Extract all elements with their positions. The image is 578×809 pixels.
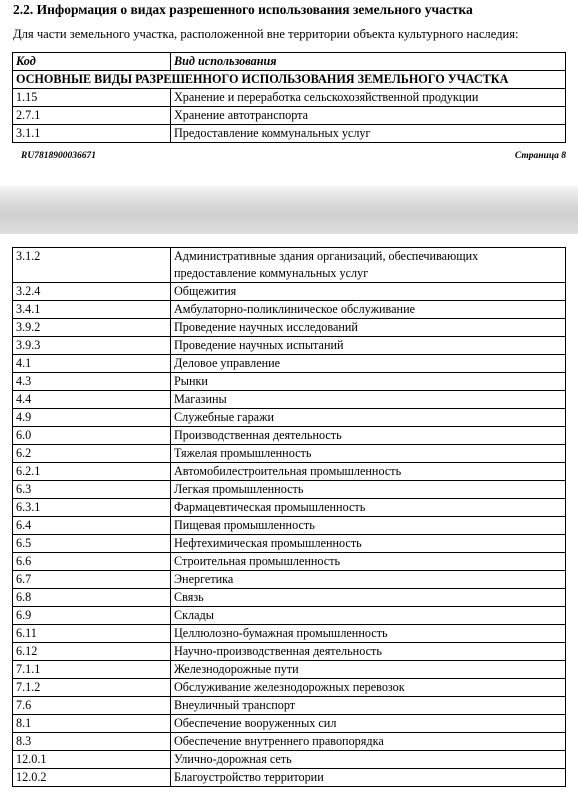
table-row [13, 733, 566, 751]
row-code: 4.1 [13, 355, 171, 373]
row-code: 4.9 [13, 409, 171, 427]
row-use: Улично-дорожная сеть [171, 751, 566, 769]
page-separator [0, 186, 578, 234]
row-code: 3.9.2 [13, 319, 171, 337]
row-code: 6.4 [13, 517, 171, 535]
table-row [13, 445, 566, 463]
row-code: 6.0 [13, 427, 171, 445]
table-row [13, 769, 566, 787]
row-code: 3.2.4 [13, 283, 171, 301]
row-code: 6.9 [13, 607, 171, 625]
row-code: 6.11 [13, 625, 171, 643]
row-use: Хранение и переработка сельскохозяйственной продукции [171, 89, 566, 107]
row-code: 6.8 [13, 589, 171, 607]
row-use: Амбулаторно-поликлиническое обслуживание [171, 301, 566, 319]
row-use: Магазины [171, 391, 566, 409]
table-row [13, 409, 566, 427]
row-code: 12.0.1 [13, 751, 171, 769]
row-use: Автомобилестроительная промышленность [171, 463, 566, 481]
table-row [13, 301, 566, 319]
table-row [13, 607, 566, 625]
group-title: ОСНОВНЫЕ ВИДЫ РАЗРЕШЕННОГО ИСПОЛЬЗОВАНИЯ ЗЕМЕЛЬНОГО УЧАСТКА [13, 71, 566, 89]
row-code: 4.3 [13, 373, 171, 391]
table-row [13, 319, 566, 337]
row-use: Внеуличный транспорт [171, 697, 566, 715]
row-code: 6.5 [13, 535, 171, 553]
table-row [13, 751, 566, 769]
table-row [13, 535, 566, 553]
table-row [13, 589, 566, 607]
row-use: Благоустройство территории [171, 769, 566, 787]
row-use: Предоставление коммунальных услуг [171, 125, 566, 143]
page-number: Страница 8 [514, 151, 566, 161]
row-use: Склады [171, 607, 566, 625]
row-use: Строительная промышленность [171, 553, 566, 571]
permitted-use-table-part2 [12, 247, 566, 787]
row-code: 7.1.2 [13, 679, 171, 697]
header-code: Код [13, 53, 171, 71]
row-use: Научно-производственная деятельность [171, 643, 566, 661]
table-row [13, 553, 566, 571]
row-use: Хранение автотранспорта [171, 107, 566, 125]
row-code: 6.2 [13, 445, 171, 463]
row-use: Целлюлозно-бумажная промышленность [171, 625, 566, 643]
table-row [13, 571, 566, 589]
row-use: Легкая промышленность [171, 481, 566, 499]
row-code: 6.7 [13, 571, 171, 589]
row-code: 3.4.1 [13, 301, 171, 319]
table-row [13, 715, 566, 733]
row-code: 4.4 [13, 391, 171, 409]
row-use: Железнодорожные пути [171, 661, 566, 679]
table-row [13, 517, 566, 535]
table-row [13, 661, 566, 679]
table-row [13, 337, 566, 355]
row-use: Рынки [171, 373, 566, 391]
table-row [13, 373, 566, 391]
row-use: Энергетика [171, 571, 566, 589]
row-use: Обслуживание железнодорожных перевозок [171, 679, 566, 697]
table-row [13, 391, 566, 409]
row-use: Нефтехимическая промышленность [171, 535, 566, 553]
row-code: 3.1.1 [13, 125, 171, 143]
row-use: Фармацевтическая промышленность [171, 499, 566, 517]
row-code: 3.9.3 [13, 337, 171, 355]
row-code: 7.6 [13, 697, 171, 715]
row-code: 1.15 [13, 89, 171, 107]
row-code: 6.12 [13, 643, 171, 661]
table-row [13, 427, 566, 445]
table-row [13, 355, 566, 373]
row-code: 12.0.2 [13, 769, 171, 787]
permitted-use-table-part1 [12, 52, 566, 143]
row-code: 8.1 [13, 715, 171, 733]
row-use: Деловое управление [171, 355, 566, 373]
row-use: Общежития [171, 283, 566, 301]
table-row [13, 643, 566, 661]
table-header-row [13, 53, 566, 71]
table-row [13, 463, 566, 481]
table-row [13, 89, 566, 107]
table-row [13, 107, 566, 125]
row-code: 6.3.1 [13, 499, 171, 517]
row-use: Административные здания организаций, обеспечивающих предоставление коммунальных услуг [171, 248, 566, 283]
row-code: 6.6 [13, 553, 171, 571]
row-code: 2.7.1 [13, 107, 171, 125]
row-code: 3.1.2 [13, 248, 171, 283]
document-id: RU7818900036671 [21, 151, 96, 161]
document-page-9 [0, 234, 578, 809]
row-use: Связь [171, 589, 566, 607]
table-row [13, 499, 566, 517]
table-row [13, 679, 566, 697]
table-row [13, 481, 566, 499]
section-subtitle: Для части земельного участка, расположенной вне территории объекта культурного наследия: [13, 27, 519, 41]
table-row [13, 248, 566, 283]
row-use: Пищевая промышленность [171, 517, 566, 535]
row-code: 6.3 [13, 481, 171, 499]
row-code: 8.3 [13, 733, 171, 751]
row-use: Проведение научных испытаний [171, 337, 566, 355]
table-row [13, 697, 566, 715]
row-use: Служебные гаражи [171, 409, 566, 427]
table-row [13, 625, 566, 643]
document-page-8 [0, 0, 578, 186]
row-use: Производственная деятельность [171, 427, 566, 445]
section-title: 2.2. Информация о видах разрешенного использования земельного участка [13, 2, 473, 17]
row-use: Обеспечение вооруженных сил [171, 715, 566, 733]
group-title-row [13, 71, 566, 89]
row-code: 6.2.1 [13, 463, 171, 481]
row-use: Проведение научных исследований [171, 319, 566, 337]
table-row [13, 283, 566, 301]
row-use: Тяжелая промышленность [171, 445, 566, 463]
table-row [13, 125, 566, 143]
row-code: 7.1.1 [13, 661, 171, 679]
row-use: Обеспечение внутреннего правопорядка [171, 733, 566, 751]
header-use: Вид использования [171, 53, 566, 71]
